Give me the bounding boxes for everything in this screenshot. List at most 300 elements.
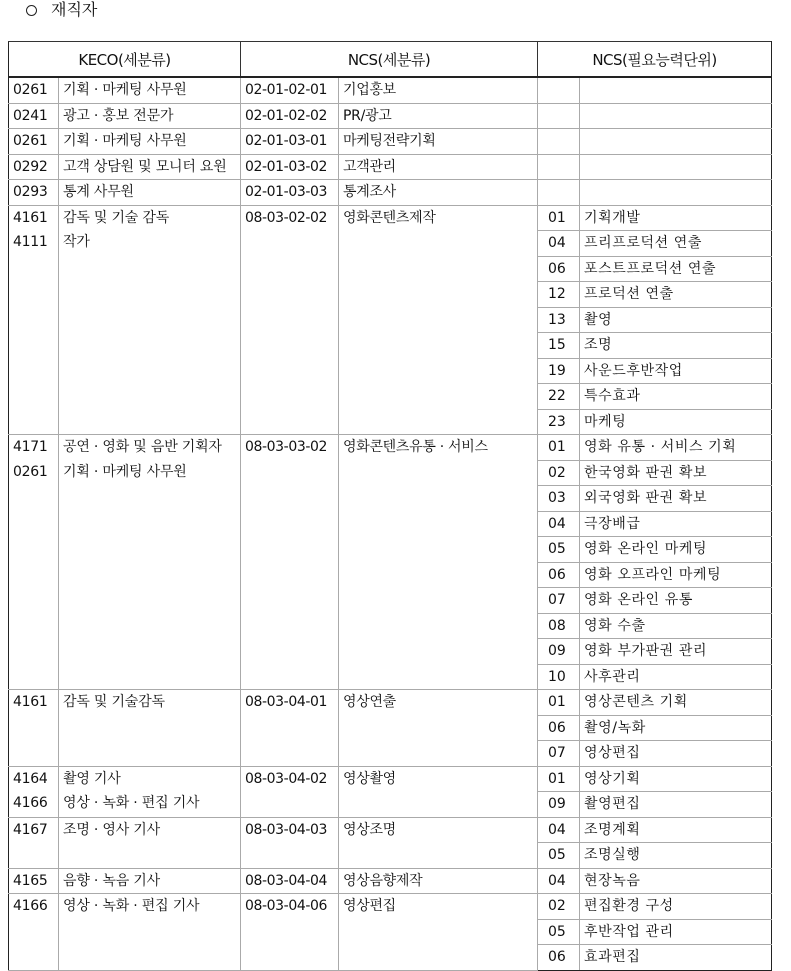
- keco-header: KECO(세분류): [9, 42, 241, 78]
- keco-code-line: [9, 631, 58, 656]
- ncs-code-cell: [241, 690, 339, 767]
- table-row: [9, 435, 772, 461]
- unit-code-cell: [538, 282, 580, 308]
- unit-code: [538, 78, 579, 103]
- keco-name-line: 감독 및 기술 감독: [63, 209, 170, 226]
- unit-name-cell: [580, 231, 772, 257]
- unit-name-cell: [580, 409, 772, 435]
- unit-name-cell: [580, 511, 772, 537]
- table-row: [9, 894, 772, 920]
- ncs-name-cell: [339, 154, 538, 180]
- unit-name: 영화 온라인 유통: [584, 592, 693, 608]
- unit-code: 13: [548, 311, 566, 328]
- section-heading-text: 재직자: [51, 0, 98, 19]
- unit-name: 한국영화 판권 확보: [584, 464, 708, 481]
- keco-code-line: 0261: [13, 463, 48, 480]
- unit-code-cell: [538, 945, 580, 971]
- keco-code-line: [9, 509, 58, 534]
- unit-code: 19: [548, 362, 566, 379]
- unit-code-cell: [538, 588, 580, 614]
- ncs-name-cell: [339, 77, 538, 103]
- unit-code-cell: [538, 664, 580, 690]
- ncs-name-line: 고객관리: [343, 158, 396, 175]
- ncs-name-line: 영상조명: [343, 821, 396, 838]
- keco-code-line: 0261: [13, 82, 48, 98]
- ncs-name-cell: [339, 435, 538, 690]
- ncs-code-line: [241, 607, 338, 632]
- ncs-name-line: [339, 328, 537, 353]
- unit-name-cell: [580, 562, 772, 588]
- ncs-name-line: 영상연출: [343, 694, 396, 710]
- unit-code: 06: [548, 719, 566, 736]
- unit-name-cell: [580, 639, 772, 665]
- unit-name: 특수효과: [584, 388, 641, 404]
- unit-code-cell: [538, 129, 580, 155]
- unit-name-cell: [580, 613, 772, 639]
- ncs-name-line: [339, 230, 537, 255]
- unit-code-cell: [538, 384, 580, 410]
- unit-code: 10: [548, 668, 566, 685]
- unit-code: 01: [548, 209, 566, 226]
- ncs-code-line: [241, 656, 338, 681]
- keco-name-line: [59, 402, 240, 427]
- keco-name-line: 작가: [63, 234, 90, 250]
- unit-code: 01: [548, 770, 566, 787]
- ncs-code-line: [241, 631, 338, 656]
- ncs-code-line: 08-03-03-02: [245, 439, 328, 455]
- unit-name-cell: [580, 77, 772, 103]
- unit-code-cell: [538, 868, 580, 894]
- keco-name-line: [59, 715, 240, 740]
- unit-name-cell: [580, 282, 772, 308]
- unit-code: [538, 129, 579, 154]
- circle-icon: [26, 5, 37, 16]
- ncs-name-line: 영화콘텐츠제작: [343, 209, 436, 226]
- keco-code-line: 4171: [13, 439, 48, 455]
- unit-name: 프리프로덕션 연출: [584, 235, 703, 251]
- keco-code-line: [9, 558, 58, 583]
- unit-code: 02: [548, 464, 566, 481]
- unit-code: 15: [548, 337, 566, 353]
- unit-name: 후반작업 관리: [584, 923, 674, 940]
- unit-code-cell: [538, 103, 580, 129]
- unit-name: 효과편집: [584, 949, 641, 965]
- unit-code-cell: [538, 205, 580, 231]
- ncs-code-line: [241, 353, 338, 378]
- table-row: [9, 766, 772, 792]
- keco-name-line: [59, 631, 240, 656]
- keco-name-cell: [59, 77, 241, 103]
- unit-code: [538, 155, 579, 180]
- unit-code: 04: [548, 235, 566, 251]
- keco-name-cell: [59, 205, 241, 435]
- unit-name-cell: [580, 435, 772, 461]
- unit-name-cell: [580, 180, 772, 206]
- ncs-code-line: 08-03-04-01: [245, 694, 328, 710]
- keco-code-cell: [9, 154, 59, 180]
- unit-name: 영화 온라인 마케팅: [584, 541, 708, 557]
- ncs-code-line: [241, 377, 338, 402]
- keco-name-line: 영상 · 녹화 · 편집 기사: [63, 898, 200, 914]
- keco-code-line: [9, 353, 58, 378]
- keco-code-cell: [9, 894, 59, 971]
- unit-code: 06: [548, 566, 566, 583]
- unit-name-cell: [580, 588, 772, 614]
- ncs-code-line: [241, 402, 338, 427]
- keco-name-line: [59, 377, 240, 402]
- ncs-code-line: 02-01-02-02: [245, 107, 328, 124]
- ncs-code-line: 08-03-04-04: [245, 872, 328, 889]
- keco-code-line: [9, 739, 58, 764]
- unit-code: 12: [548, 286, 566, 302]
- ncs-code-line: [241, 509, 338, 534]
- unit-code: [538, 104, 579, 129]
- ncs-name-line: [339, 509, 537, 534]
- ncs-code-cell: [241, 766, 339, 817]
- unit-code-cell: [538, 613, 580, 639]
- ncs-code-cell: [241, 180, 339, 206]
- ncs-name-line: [339, 631, 537, 656]
- unit-code: 06: [548, 949, 566, 965]
- unit-name-cell: [580, 817, 772, 843]
- ncs-code-cell: [241, 205, 339, 435]
- unit-name: [580, 78, 771, 103]
- unit-code-cell: [538, 231, 580, 257]
- keco-name-line: 영상 · 녹화 · 편집 기사: [63, 795, 200, 811]
- ncs-code-line: [241, 460, 338, 485]
- keco-name-line: [59, 943, 240, 968]
- unit-code: 05: [548, 541, 566, 557]
- ncs-code-cell: [241, 154, 339, 180]
- unit-code-cell: [538, 766, 580, 792]
- ncs-code-line: [241, 558, 338, 583]
- unit-name-cell: [580, 868, 772, 894]
- unit-code-cell: [538, 358, 580, 384]
- unit-code-cell: [538, 77, 580, 103]
- ncs-code-line: 02-01-03-02: [245, 158, 328, 175]
- ncs-name-line: 마케팅전략기획: [343, 133, 436, 149]
- ncs-header: NCS(세분류): [241, 42, 538, 78]
- unit-code-cell: [538, 894, 580, 920]
- ncs-name-line: [339, 279, 537, 304]
- ncs-name-line: [339, 558, 537, 583]
- keco-name-line: 감독 및 기술감독: [63, 694, 165, 710]
- table-row: [9, 103, 772, 129]
- keco-code-line: [9, 533, 58, 558]
- keco-name-cell: [59, 690, 241, 767]
- unit-name-cell: [580, 460, 772, 486]
- unit-name-cell: [580, 103, 772, 129]
- ncs-name-line: [339, 402, 537, 427]
- unit-name: 극장배급: [584, 515, 641, 532]
- unit-code-cell: [538, 180, 580, 206]
- unit-name: 촬영/녹화: [584, 719, 646, 736]
- ncs-code-line: [241, 739, 338, 764]
- keco-name-cell: [59, 868, 241, 894]
- unit-name: 영상콘텐츠 기획: [584, 694, 688, 710]
- unit-name: 프로덕션 연출: [584, 286, 674, 302]
- unit-code-cell: [538, 307, 580, 333]
- keco-code-line: 4166: [13, 898, 48, 914]
- section-heading: [26, 2, 97, 24]
- unit-name-cell: [580, 537, 772, 563]
- unit-name-cell: [580, 486, 772, 512]
- unit-code: 02: [548, 898, 566, 914]
- unit-code: 01: [548, 439, 566, 455]
- ncs-name-cell: [339, 817, 538, 868]
- ncs-code-cell: [241, 103, 339, 129]
- ncs-name-cell: [339, 868, 538, 894]
- unit-code: 07: [548, 745, 566, 761]
- ncs-code-line: [241, 919, 338, 944]
- keco-code-line: [9, 656, 58, 681]
- ncs-name-line: 영상편집: [343, 898, 396, 914]
- keco-name-cell: [59, 894, 241, 971]
- unit-code-cell: [538, 409, 580, 435]
- unit-name: [580, 155, 771, 180]
- unit-name-cell: [580, 384, 772, 410]
- unit-code: 23: [548, 413, 566, 430]
- unit-name-cell: [580, 792, 772, 818]
- ncs-code-line: 08-03-04-02: [245, 770, 328, 787]
- keco-code-line: 4167: [13, 821, 48, 838]
- keco-code-line: 0261: [13, 133, 48, 149]
- unit-code: 03: [548, 490, 566, 506]
- ncs-name-line: [339, 377, 537, 402]
- ncs-code-cell: [241, 817, 339, 868]
- ncs-name-cell: [339, 894, 538, 971]
- keco-code-cell: [9, 129, 59, 155]
- keco-name-line: [59, 842, 240, 867]
- ncs-name-line: [339, 582, 537, 607]
- unit-code: 04: [548, 872, 566, 889]
- unit-code-cell: [538, 537, 580, 563]
- keco-name-line: [59, 279, 240, 304]
- ncs-name-cell: [339, 180, 538, 206]
- keco-name-cell: [59, 154, 241, 180]
- unit-name-cell: [580, 358, 772, 384]
- keco-name-line: [59, 328, 240, 353]
- keco-name-cell: [59, 817, 241, 868]
- keco-name-line: 기획 · 마케팅 사무원: [63, 133, 187, 149]
- ncs-name-cell: [339, 129, 538, 155]
- keco-code-line: 4161: [13, 209, 48, 226]
- unit-code: 04: [548, 821, 566, 838]
- unit-name: [580, 180, 771, 205]
- ncs-name-cell: [339, 766, 538, 817]
- keco-name-line: 기획 · 마케팅 사무원: [63, 82, 187, 98]
- ncs-code-cell: [241, 77, 339, 103]
- keco-ncs-mapping-table: [8, 41, 772, 971]
- ncs-code-line: [241, 582, 338, 607]
- unit-code-cell: [538, 333, 580, 359]
- ncs-name-line: 영상음향제작: [343, 872, 423, 889]
- unit-name-cell: [580, 894, 772, 920]
- table-row: [9, 129, 772, 155]
- unit-name: 외국영화 판권 확보: [584, 490, 708, 506]
- keco-code-line: [9, 842, 58, 867]
- unit-code-cell: [538, 741, 580, 767]
- unit-name: 현장녹음: [584, 872, 641, 889]
- unit-code: 22: [548, 388, 566, 404]
- unit-name-cell: [580, 154, 772, 180]
- keco-code-line: [9, 943, 58, 968]
- ncs-code-line: [241, 255, 338, 280]
- keco-name-line: 음향 · 녹음 기사: [63, 872, 160, 889]
- ncs-name-line: [339, 739, 537, 764]
- keco-name-line: [59, 739, 240, 764]
- ncs-name-line: [339, 255, 537, 280]
- keco-name-line: [59, 607, 240, 632]
- unit-code: [538, 180, 579, 205]
- keco-name-line: [59, 558, 240, 583]
- keco-name-line: [59, 304, 240, 329]
- unit-name: [580, 104, 771, 129]
- keco-code-line: 4111: [13, 234, 48, 250]
- unit-name-cell: [580, 205, 772, 231]
- unit-code: 07: [548, 592, 566, 608]
- unit-code-cell: [538, 639, 580, 665]
- keco-code-cell: [9, 180, 59, 206]
- ncs-code-line: 08-03-04-06: [245, 898, 328, 914]
- keco-name-line: 조명 · 영사 기사: [63, 821, 160, 838]
- unit-name-cell: [580, 843, 772, 869]
- keco-code-line: [9, 607, 58, 632]
- keco-name-line: [59, 255, 240, 280]
- ncs-name-line: [339, 842, 537, 867]
- ncs-name-line: [339, 791, 537, 816]
- ncs-name-cell: [339, 103, 538, 129]
- unit-code: 08: [548, 617, 566, 634]
- ncs-code-line: [241, 484, 338, 509]
- unit-name: 마케팅: [584, 413, 627, 430]
- ncs-code-line: [241, 791, 338, 816]
- table-row: [9, 868, 772, 894]
- keco-name-line: 고객 상담원 및 모니터 요원: [63, 158, 227, 175]
- unit-name: 영화 유통 · 서비스 기획: [584, 439, 737, 455]
- keco-code-line: 4165: [13, 872, 48, 889]
- unit-code: 01: [548, 694, 566, 710]
- keco-code-line: [9, 919, 58, 944]
- unit-name: 조명: [584, 337, 613, 353]
- unit-name: 편집환경 구성: [584, 898, 674, 914]
- unit-code: 06: [548, 260, 566, 277]
- unit-code: 05: [548, 847, 566, 863]
- keco-code-cell: [9, 766, 59, 817]
- ncs-code-line: 02-01-03-01: [245, 133, 328, 149]
- ncs-code-line: [241, 230, 338, 255]
- unit-name: 영화 수출: [584, 617, 646, 634]
- ncs-name-line: [339, 533, 537, 558]
- unit-name: 조명계획: [584, 821, 641, 838]
- unit-code-cell: [538, 460, 580, 486]
- keco-name-line: 기획 · 마케팅 사무원: [63, 463, 187, 480]
- keco-code-line: [9, 402, 58, 427]
- keco-code-cell: [9, 77, 59, 103]
- keco-code-line: 0241: [13, 107, 48, 124]
- unit-code-cell: [538, 562, 580, 588]
- ncs-code-line: [241, 943, 338, 968]
- ncs-name-cell: [339, 205, 538, 435]
- table-row: [9, 77, 772, 103]
- keco-code-cell: [9, 817, 59, 868]
- keco-code-line: [9, 279, 58, 304]
- ncs-name-line: [339, 304, 537, 329]
- table-row: [9, 180, 772, 206]
- ncs-name-line: [339, 353, 537, 378]
- unit-code-cell: [538, 843, 580, 869]
- keco-code-line: [9, 304, 58, 329]
- ncs-units-header: NCS(필요능력단위): [538, 42, 772, 78]
- ncs-name-line: 통계조사: [343, 184, 396, 200]
- keco-name-line: [59, 353, 240, 378]
- unit-code-cell: [538, 256, 580, 282]
- keco-code-line: 0293: [13, 184, 48, 200]
- keco-name-line: [59, 582, 240, 607]
- keco-name-line: [59, 919, 240, 944]
- ncs-name-line: 영상촬영: [343, 770, 396, 787]
- ncs-code-line: 08-03-04-03: [245, 821, 328, 838]
- ncs-code-cell: [241, 435, 339, 690]
- ncs-name-line: 영화콘텐츠유통 · 서비스: [343, 439, 488, 455]
- unit-name: 영화 오프라인 마케팅: [584, 566, 722, 583]
- ncs-code-line: 08-03-02-02: [245, 209, 328, 226]
- unit-name: [580, 129, 771, 154]
- ncs-code-cell: [241, 868, 339, 894]
- ncs-name-line: [339, 460, 537, 485]
- keco-code-cell: [9, 868, 59, 894]
- unit-name-cell: [580, 741, 772, 767]
- keco-name-cell: [59, 129, 241, 155]
- unit-name: 촬영: [584, 311, 613, 328]
- unit-code-cell: [538, 690, 580, 716]
- ncs-name-line: [339, 484, 537, 509]
- unit-name-cell: [580, 129, 772, 155]
- unit-code: 09: [548, 796, 566, 812]
- ncs-name-line: [339, 656, 537, 681]
- keco-name-line: 공연 · 영화 및 음반 기획자: [63, 439, 222, 455]
- keco-code-line: 4161: [13, 694, 48, 710]
- unit-code-cell: [538, 486, 580, 512]
- keco-name-line: 통계 사무원: [63, 184, 134, 200]
- keco-code-line: 4166: [13, 795, 48, 811]
- unit-code-cell: [538, 511, 580, 537]
- keco-name-line: [59, 533, 240, 558]
- ncs-code-line: [241, 304, 338, 329]
- keco-code-line: [9, 715, 58, 740]
- unit-name-cell: [580, 664, 772, 690]
- unit-code-cell: [538, 817, 580, 843]
- keco-code-cell: [9, 205, 59, 435]
- ncs-name-line: [339, 607, 537, 632]
- keco-code-line: [9, 377, 58, 402]
- keco-code-line: [9, 328, 58, 353]
- ncs-code-line: [241, 715, 338, 740]
- unit-name-cell: [580, 945, 772, 971]
- ncs-name-line: [339, 919, 537, 944]
- ncs-code-cell: [241, 894, 339, 971]
- unit-name-cell: [580, 715, 772, 741]
- table-row: [9, 817, 772, 843]
- unit-name: 영상기획: [584, 770, 641, 787]
- ncs-name-line: PR/광고: [343, 107, 392, 124]
- unit-name-cell: [580, 307, 772, 333]
- unit-code: 04: [548, 515, 566, 532]
- keco-code-line: [9, 484, 58, 509]
- keco-name-line: 촬영 기사: [63, 770, 121, 787]
- ncs-name-cell: [339, 690, 538, 767]
- ncs-name-line: [339, 943, 537, 968]
